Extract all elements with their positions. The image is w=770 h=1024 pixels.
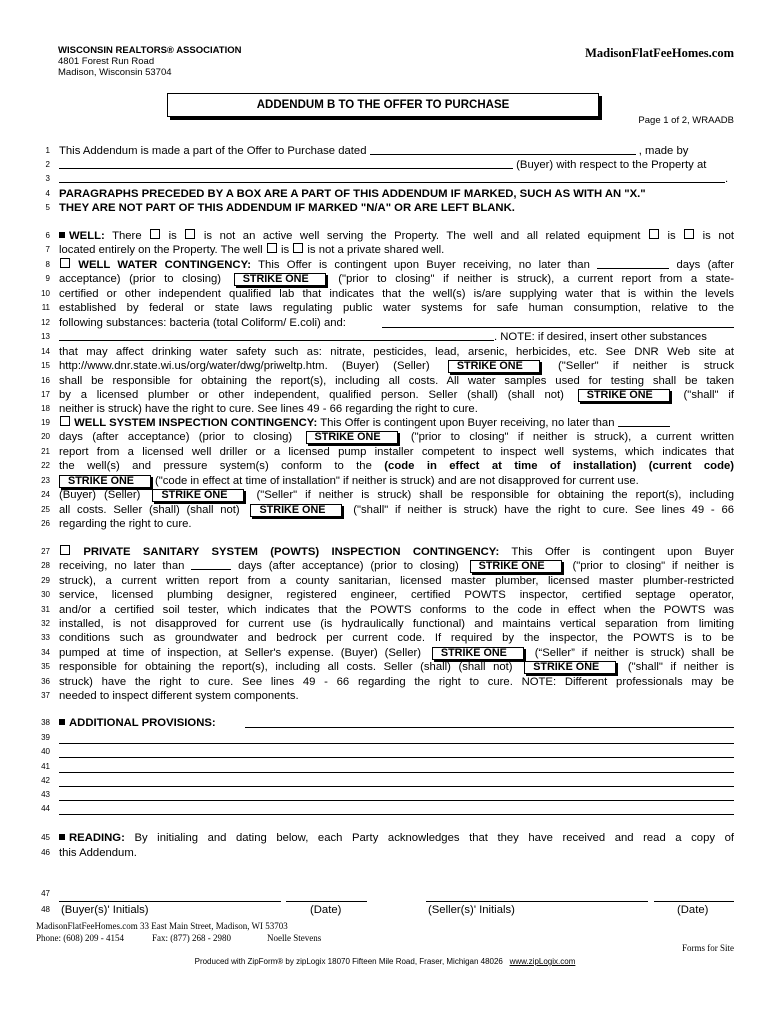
provisions-line[interactable]	[59, 743, 734, 744]
text: that may affect drinking water safety such as: nitrate, pesticides, lead, arsenic, herbicides, etc. See DNR Web site at	[59, 346, 734, 358]
text: ("prior to closing" if neither is	[572, 560, 734, 572]
line-number: 41	[41, 762, 50, 771]
line-11	[22, 301, 734, 315]
line-5	[22, 201, 734, 215]
text: . NOTE: if desired, insert other substances	[494, 331, 707, 343]
strike-one-box[interactable]: STRIKE ONE	[524, 661, 616, 674]
line-number: 3	[45, 174, 50, 183]
seller-date-label: (Date)	[677, 904, 709, 916]
line-28	[22, 559, 734, 573]
text: certified or other independent qualified lab that indicates that the well(s) is/are supplying water that is within the levels	[59, 288, 734, 300]
strike-one-box[interactable]: STRIKE ONE	[306, 431, 398, 444]
text: needed to inspect different system components.	[59, 690, 299, 702]
text: This Offer is contingent upon Buyer receiving, no later than	[258, 259, 590, 271]
line-14	[22, 345, 734, 359]
line-number: 14	[41, 347, 50, 356]
text: This Addendum is made a part of the Offer to Purchase dated	[59, 145, 367, 157]
strike-one-box[interactable]: STRIKE ONE	[250, 504, 342, 517]
text: (“Seller” if neither is struck) shall be	[534, 647, 735, 659]
text: is not an active well serving the Property. The well and all related equipment	[203, 230, 641, 242]
provisions-line[interactable]	[59, 772, 734, 773]
seller-initials-line[interactable]	[426, 901, 648, 902]
line-number: 24	[41, 490, 50, 499]
bullet-square-icon	[59, 719, 65, 725]
bullet-square-icon	[59, 232, 65, 238]
line-number: 6	[45, 231, 50, 240]
text: (Buyer) (Seller)	[59, 489, 141, 501]
checkbox-icon[interactable]	[293, 243, 303, 253]
buyer-date-line[interactable]	[286, 901, 367, 902]
line-number: 39	[41, 733, 50, 742]
footer-address: MadisonFlatFeeHomes.com 33 East Main Street, Madison, WI 53703	[36, 921, 288, 931]
line-27	[22, 545, 734, 559]
text: (Buyer) with respect to the Property at	[516, 159, 707, 171]
produced-text: Produced with ZipForm® by zipLogix 18070 Fifteen Mile Road, Fraser, Michigan 48026	[194, 957, 503, 966]
line-number: 33	[41, 633, 50, 642]
offer-date-field[interactable]	[370, 144, 636, 155]
strike-one-box[interactable]: STRIKE ONE	[432, 647, 524, 660]
line-13	[22, 330, 734, 344]
seller-initials-label: (Seller(s)' Initials)	[428, 904, 515, 916]
line-number: 15	[41, 361, 50, 370]
line-number: 21	[41, 447, 50, 456]
text: ("Seller" if neither is struck) shall be responsible for obtaining the report(s), including	[256, 489, 734, 501]
days-field[interactable]	[597, 258, 669, 269]
line-number: 1	[45, 146, 50, 155]
provisions-field[interactable]	[245, 717, 734, 728]
checkbox-icon[interactable]	[185, 229, 195, 239]
line-35	[22, 660, 734, 674]
line-number: 11	[41, 303, 50, 312]
line-46	[22, 846, 734, 860]
strike-one-box[interactable]: STRIKE ONE	[448, 360, 540, 373]
bullet-square-icon	[59, 834, 65, 840]
strike-one-box[interactable]: STRIKE ONE	[152, 489, 244, 502]
line-number: 36	[41, 677, 50, 686]
text: report from a licensed well driller or a licensed pump installer competent to inspect well systems, which indicates that	[59, 446, 734, 458]
line-25	[22, 503, 734, 517]
text: There	[112, 230, 142, 242]
buyer-initials-line[interactable]	[59, 901, 281, 902]
line-number: 17	[41, 390, 50, 399]
text: all costs. Seller (shall) (shall not)	[59, 504, 240, 516]
section-heading: WELL SYSTEM INSPECTION CONTINGENCY:	[74, 417, 318, 429]
line-number: 40	[41, 747, 50, 756]
checkbox-icon[interactable]	[649, 229, 659, 239]
line-number: 29	[41, 576, 50, 585]
line-4	[22, 187, 734, 201]
days-field[interactable]	[618, 416, 670, 427]
line-8	[22, 258, 734, 272]
text: , made by	[638, 145, 689, 157]
text: ("prior to closing" if neither is struck), a current report from a state-	[338, 273, 735, 285]
line-number: 32	[41, 619, 50, 628]
line-18	[22, 402, 734, 416]
text: receiving, no later than	[59, 560, 185, 572]
line-30	[22, 588, 734, 602]
page-info: Page 1 of 2, WRAADB	[638, 115, 734, 126]
buyer-date-label: (Date)	[310, 904, 342, 916]
line-number: 5	[45, 203, 50, 212]
line-number: 37	[41, 691, 50, 700]
line-number: 2	[45, 160, 50, 169]
line-number: 20	[41, 432, 50, 441]
line-number: 44	[41, 804, 50, 813]
section-heading: READING:	[69, 832, 125, 844]
brand: MadisonFlatFeeHomes.com	[585, 46, 734, 60]
text: following substances: bacteria (total Coliform/ E.coli) and:	[59, 317, 346, 329]
text: pumped at time of inspection, at Seller's expense. (Buyer) (Seller)	[59, 647, 422, 659]
text: responsible for obtaining the report(s), including all costs. Seller (shall) (shall not)	[59, 661, 513, 673]
provisions-line[interactable]	[59, 800, 734, 801]
line-number: 47	[41, 889, 50, 898]
line-22	[22, 459, 734, 473]
substances-field-continued[interactable]	[59, 330, 494, 341]
text: acceptance) (prior to closing)	[59, 273, 222, 285]
text: the well(s) and pressure system(s) conform to the	[59, 460, 372, 472]
line-number: 42	[41, 776, 50, 785]
text: is	[667, 230, 676, 242]
substances-field[interactable]	[382, 317, 734, 328]
checkbox-icon[interactable]	[684, 229, 694, 239]
text: regarding the right to cure.	[59, 518, 192, 530]
line-number: 8	[45, 260, 50, 269]
option-text: (current code)	[648, 460, 735, 472]
line-15	[22, 359, 734, 373]
text: and/or a certified soil tester, which indicates that the POWTS conforms to the code in effect when the POWTS was	[59, 604, 734, 616]
section-heading: PRIVATE SANITARY SYSTEM (POWTS) INSPECTION CONTINGENCY:	[83, 546, 500, 558]
text: ("shall" if neither is struck) have the right to cure. See lines 49 - 66	[353, 504, 735, 516]
line-43	[22, 788, 734, 802]
text: established by federal or state laws regulating public water systems for safe human consumption, relative to the	[59, 302, 734, 314]
strike-one-box[interactable]: STRIKE ONE	[234, 273, 326, 286]
line-31	[22, 603, 734, 617]
line-number: 38	[41, 718, 50, 727]
line-10	[22, 287, 734, 301]
line-41	[22, 760, 734, 774]
checkbox-icon[interactable]	[60, 416, 70, 426]
text: days (after	[676, 259, 734, 271]
line-44	[22, 802, 734, 816]
text: This Offer is contingent upon Buyer receiving, no later than	[320, 417, 615, 429]
text: days (after acceptance) (prior to closing)	[59, 431, 293, 443]
seller-date-line[interactable]	[654, 901, 734, 902]
line-32	[22, 617, 734, 631]
text: by a licensed plumber or other independent, qualified person. Seller (shall) (shall not)	[59, 389, 564, 401]
line-19	[22, 416, 734, 430]
line-2	[22, 158, 734, 172]
text: service, licensed plumbing designer, registered engineer, certified POWTS inspector, certified septage operator,	[59, 589, 734, 601]
buyer-name-field[interactable]	[59, 158, 513, 169]
text: is not	[702, 230, 735, 242]
org-address-1: 4801 Forest Run Road	[58, 56, 155, 67]
line-number: 30	[41, 590, 50, 599]
text: this Addendum.	[59, 847, 137, 859]
footer-fax: Fax: (877) 268 - 2980	[152, 932, 231, 943]
line-number: 48	[41, 905, 50, 914]
line-7	[22, 243, 734, 257]
provisions-line[interactable]	[59, 814, 734, 815]
section-heading: WELL:	[69, 230, 105, 242]
text: is	[168, 230, 177, 242]
checkbox-icon[interactable]	[60, 258, 70, 268]
org-block	[58, 45, 241, 78]
line-number: 12	[41, 318, 50, 327]
line-23	[22, 474, 734, 488]
line-number: 45	[41, 833, 50, 842]
line-37	[22, 689, 734, 703]
text: ("Seller" if neither is struck	[558, 360, 735, 372]
line-42	[22, 774, 734, 788]
line-40	[22, 745, 734, 759]
text: days (after acceptance) (prior to closing)	[238, 560, 459, 572]
text: located entirely on the Property. The well	[59, 244, 263, 256]
section-heading: ADDITIONAL PROVISIONS:	[69, 717, 216, 729]
line-number: 43	[41, 790, 50, 799]
option-text: (code in effect at time of installation)	[384, 460, 637, 472]
line-17	[22, 388, 734, 402]
footer-forms: Forms for Site	[681, 943, 734, 953]
line-3	[22, 172, 734, 186]
line-number: 35	[41, 662, 50, 671]
text: struck) have the right to cure. See lines 49 - 66 regarding the right to cure. NOTE: Different professionals may be	[59, 676, 734, 688]
days-field[interactable]	[191, 559, 231, 570]
line-number: 26	[41, 519, 50, 528]
line-number: 7	[45, 245, 50, 254]
line-16	[22, 374, 734, 388]
text: .	[725, 173, 729, 185]
text: ("code in effect at time of installation" if neither is struck) and are not disapproved for current use.	[155, 475, 639, 487]
provisions-line[interactable]	[59, 786, 734, 787]
property-address-field[interactable]	[59, 172, 725, 183]
line-24	[22, 488, 734, 502]
line-1	[22, 144, 734, 158]
line-20	[22, 430, 734, 444]
line-number: 16	[41, 376, 50, 385]
checkbox-icon[interactable]	[267, 243, 277, 253]
footer	[36, 921, 321, 944]
line-number: 34	[41, 648, 50, 657]
line-12	[22, 316, 734, 330]
line-number: 28	[41, 561, 50, 570]
line-number: 46	[41, 848, 50, 857]
line-34	[22, 646, 734, 660]
text: neither is struck) have the right to cure. See lines 49 - 66 regarding the right to cure.	[59, 403, 478, 415]
text: This Offer is contingent upon Buyer	[511, 546, 735, 558]
text: conditions such as groundwater and bedrock per current code. If required by the inspector, the POWTS is to be	[59, 632, 734, 644]
line-47	[22, 887, 734, 901]
strike-one-box[interactable]: STRIKE ONE	[578, 389, 670, 402]
buyer-initials-label: (Buyer(s)' Initials)	[61, 904, 149, 916]
checkbox-icon[interactable]	[150, 229, 160, 239]
checkbox-icon[interactable]	[60, 545, 70, 555]
line-number: 19	[41, 418, 50, 427]
text: THEY ARE NOT PART OF THIS ADDENDUM IF MARKED "N/A" OR ARE LEFT BLANK.	[59, 202, 515, 214]
footer-phone: Phone: (608) 209 - 4154	[36, 932, 124, 943]
text: ("prior to closing" if neither is struck), a current written	[410, 431, 734, 443]
line-number: 25	[41, 505, 50, 514]
section-heading: WELL WATER CONTINGENCY:	[78, 259, 252, 271]
text: PARAGRAPHS PRECEDED BY A BOX ARE A PART OF THIS ADDENDUM IF MARKED, SUCH AS WITH AN "X."	[59, 188, 646, 200]
text: By initialing and dating below, each Party acknowledges that they have received and read a copy of	[134, 832, 735, 844]
line-29	[22, 574, 734, 588]
line-number: 10	[41, 289, 50, 298]
text: ("shall" if neither is	[627, 661, 735, 673]
line-number: 27	[41, 547, 50, 556]
org-address-2: Madison, Wisconsin 53704	[58, 67, 172, 78]
line-38	[22, 716, 734, 730]
line-number: 23	[41, 476, 50, 485]
line-6	[22, 229, 734, 243]
line-36	[22, 675, 734, 689]
line-45	[22, 831, 734, 845]
text: is	[280, 244, 290, 256]
line-33	[22, 631, 734, 645]
line-39	[22, 731, 734, 745]
text: struck), a current written report from a county sanitarian, licensed master plumber, licensed master plumber-restricted	[59, 575, 734, 587]
line-26	[22, 517, 734, 531]
org-name: WISCONSIN REALTORS® ASSOCIATION	[58, 45, 242, 56]
line-number: 4	[45, 189, 50, 198]
line-21	[22, 445, 734, 459]
ziplogix-link[interactable]: www.zipLogix.com	[509, 957, 576, 966]
line-9	[22, 272, 734, 286]
provisions-line[interactable]	[59, 757, 734, 758]
text: installed, is not disapproved for current use (is hydraulically functional) and maintains vertical separation from limiting	[59, 618, 734, 630]
strike-one-box[interactable]: STRIKE ONE	[470, 560, 562, 573]
text: is not a private shared well.	[307, 244, 445, 256]
line-number: 22	[41, 461, 50, 470]
line-number: 13	[41, 332, 50, 341]
document-title: ADDENDUM B TO THE OFFER TO PURCHASE	[167, 93, 599, 117]
footer-agent: Noelle Stevens	[267, 932, 322, 943]
text: shall be responsible for obtaining the report(s), including all costs. All water samples used for testing shall be taken	[59, 375, 734, 387]
text: http://www.dnr.state.wi.us/org/water/dwg/priweltp.htm. (Buyer) (Seller)	[59, 360, 430, 372]
produced-with	[0, 957, 770, 966]
strike-one-box[interactable]: STRIKE ONE	[59, 475, 151, 488]
line-number: 18	[41, 404, 50, 413]
line-number: 31	[41, 605, 50, 614]
text: ("shall" if	[683, 389, 735, 401]
line-number: 9	[45, 274, 50, 283]
